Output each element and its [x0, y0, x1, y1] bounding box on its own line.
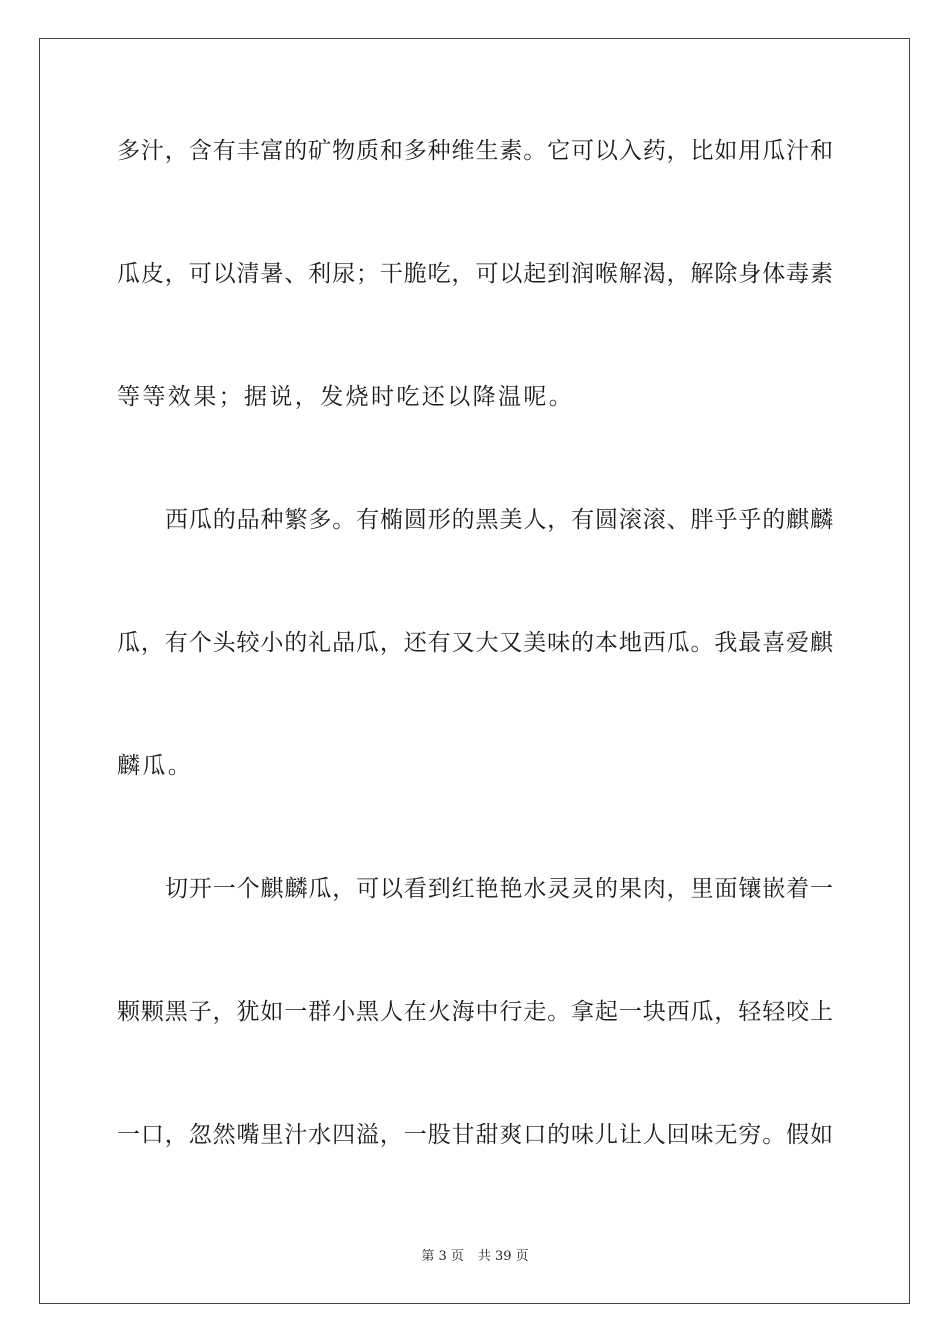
paragraph-line-2: 瓜皮，可以清暑、利尿；干脆吃，可以起到润喉解渴，解除身体毒素	[117, 261, 833, 287]
paragraph-line-9: 一口，忽然嘴里汁水四溢，一股甘甜爽口的味儿让人回味无穷。假如	[117, 1122, 833, 1148]
paragraph-line-1: 多汁，含有丰富的矿物质和多种维生素。它可以入药，比如用瓜汁和	[117, 138, 833, 164]
page-total: 共 39 页	[477, 1249, 529, 1264]
paragraph-line-4: 西瓜的品种繁多。有椭圆形的黑美人，有圆滚滚、胖乎乎的麒麟	[165, 507, 833, 533]
paragraph-line-7: 切开一个麒麟瓜，可以看到红艳艳水灵灵的果肉，里面镶嵌着一	[165, 876, 833, 902]
page-footer	[0, 1248, 950, 1266]
page-number: 第 3 页	[421, 1249, 464, 1264]
paragraph-line-8: 颗颗黑子，犹如一群小黑人在火海中行走。拿起一块西瓜，轻轻咬上	[117, 999, 833, 1025]
page-border	[39, 38, 910, 1304]
paragraph-line-6: 麟瓜。	[117, 753, 194, 779]
paragraph-line-3: 等等效果；据说，发烧时吃还以降温呢。	[117, 384, 575, 410]
paragraph-line-5: 瓜，有个头较小的礼品瓜，还有又大又美味的本地西瓜。我最喜爱麒	[117, 630, 833, 656]
